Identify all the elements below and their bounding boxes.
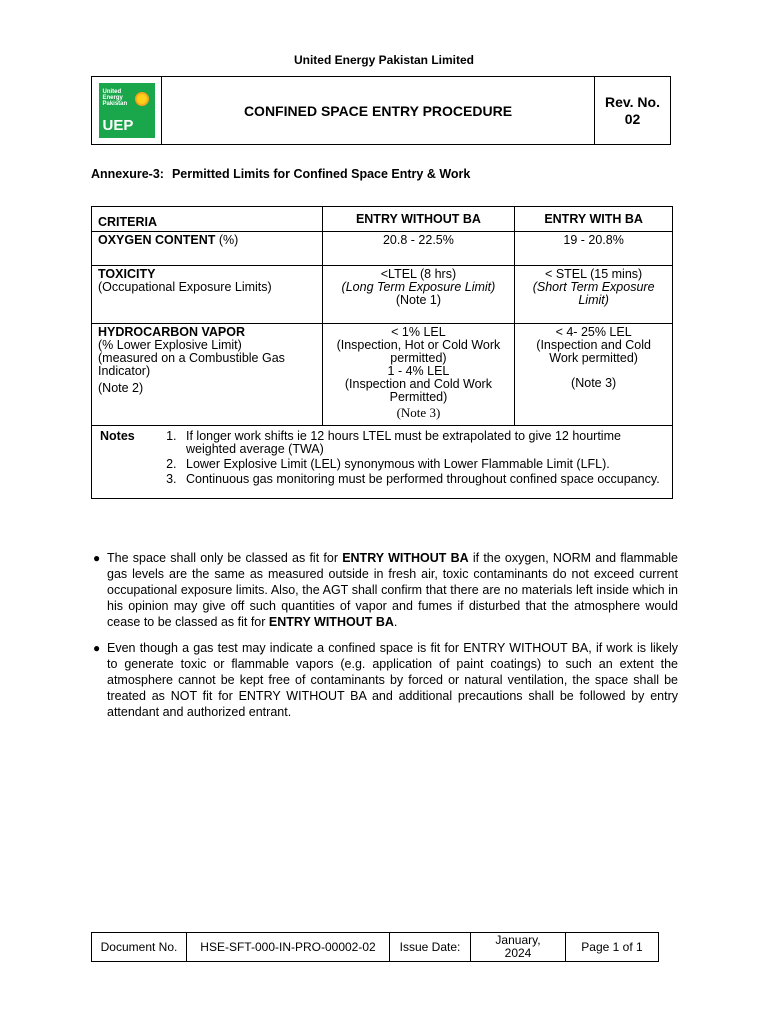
issue-date-value: January, 2024 <box>471 933 566 962</box>
toxicity-without-ba: <LTEL (8 hrs) (Long Term Exposure Limit) (Note 1) <box>322 266 515 324</box>
logo-abbr: UEP <box>102 117 134 134</box>
uep-logo-icon <box>99 83 155 138</box>
rev-value: 02 <box>624 110 641 127</box>
bullet-text-1: The space shall only be classed as fit for ENTRY WITHOUT BA if the oxygen, NORM and flammable gas levels are the same as measured outside in fresh air, toxic contaminants do not exceed current occupational exposure limits. Also, the AGT shall confirm that there are no materials left inside which in his opinion may give off such quantities of vapor and fumes if disturbed that the atmosphere would cease to be classed as fit for ENTRY WITHOUT BA. <box>107 551 679 629</box>
list-item: 2. Lower Explosive Limit (LEL) synonymous with Lower Flammable Limit (LFL). <box>180 458 664 471</box>
bullet-text-2: Even though a gas test may indicate a confined space is fit for ENTRY WITHOUT BA, if work is likely to generate toxic or flammable vapors (e.g. application of paint coatings) to such an extent the atmosphere cannot be kept free of contaminants by forced or natural ventilation, the space shall be treated as NOT fit for ENTRY WITHOUT BA and additional precautions shall be followed by entry attendant and authorized entrant. <box>107 641 678 719</box>
oxygen-with-ba: 19 - 20.8% <box>515 232 673 266</box>
logo-text: United Energy Pakistan <box>102 89 128 107</box>
toxicity-criteria: TOXICITY (Occupational Exposure Limits) <box>92 266 323 324</box>
annexure-label: Annexure-3: <box>91 167 164 181</box>
logo-cell <box>92 77 162 144</box>
hydrocarbon-without-ba: < 1% LEL (Inspection, Hot or Cold Work permitted) 1 - 4% LEL (Inspection and Cold Work Permitted) (Note 3) <box>322 324 515 426</box>
table-row-notes <box>92 426 673 499</box>
footer-table <box>91 932 659 962</box>
notes-label: Notes <box>100 429 135 443</box>
footer-row <box>92 933 659 962</box>
toxicity-with-ba: < STEL (15 mins) (Short Term Exposure Limit) <box>515 266 673 324</box>
list-item <box>93 640 678 720</box>
doc-no-label: Document No. <box>92 933 187 962</box>
sun-icon <box>135 92 149 106</box>
notes-cell <box>92 426 673 499</box>
header-without-ba: ENTRY WITHOUT BA <box>322 207 515 232</box>
table-row-hydrocarbon <box>92 324 673 426</box>
doc-no-value: HSE-SFT-000-IN-PRO-00002-02 <box>187 933 390 962</box>
annexure-title: Permitted Limits for Confined Space Entry & Work <box>171 167 471 181</box>
permitted-limits-table <box>91 206 673 499</box>
table-row-oxygen <box>92 232 673 266</box>
oxygen-without-ba: 20.8 - 22.5% <box>322 232 515 266</box>
rev-label: Rev. No. <box>605 93 660 110</box>
header-with-ba: ENTRY WITH BA <box>515 207 673 232</box>
issue-date-label: Issue Date: <box>390 933 471 962</box>
list-item: 1. If longer work shifts ie 12 hours LTEL must be extrapolated to give 12 hourtime weighted average (TWA) <box>180 430 664 456</box>
table-header-row <box>92 207 673 232</box>
hydrocarbon-criteria: HYDROCARBON VAPOR (% Lower Explosive Limit) (measured on a Combustible Gas Indicator) (Note 2) <box>92 324 323 426</box>
bullet-list <box>93 550 678 730</box>
bullet-icon: ● <box>93 551 101 565</box>
revision-cell <box>595 77 670 144</box>
document-header <box>91 76 671 145</box>
notes-list <box>154 430 664 488</box>
header-criteria: CRITERIA <box>92 207 323 232</box>
table-row-toxicity <box>92 266 673 324</box>
hydrocarbon-with-ba: < 4- 25% LEL (Inspection and Cold Work permitted) (Note 3) <box>515 324 673 426</box>
notes-block <box>100 430 664 488</box>
page-number: Page 1 of 1 <box>566 933 659 962</box>
list-item: 3. Continuous gas monitoring must be performed throughout confined space occupancy. <box>180 473 664 486</box>
document-title: CONFINED SPACE ENTRY PROCEDURE <box>162 77 595 144</box>
annexure-heading <box>91 167 470 181</box>
bullet-icon: ● <box>93 641 101 655</box>
list-item <box>93 550 678 630</box>
oxygen-criteria: OXYGEN CONTENT (%) <box>92 232 323 266</box>
company-name: United Energy Pakistan Limited <box>293 53 475 67</box>
